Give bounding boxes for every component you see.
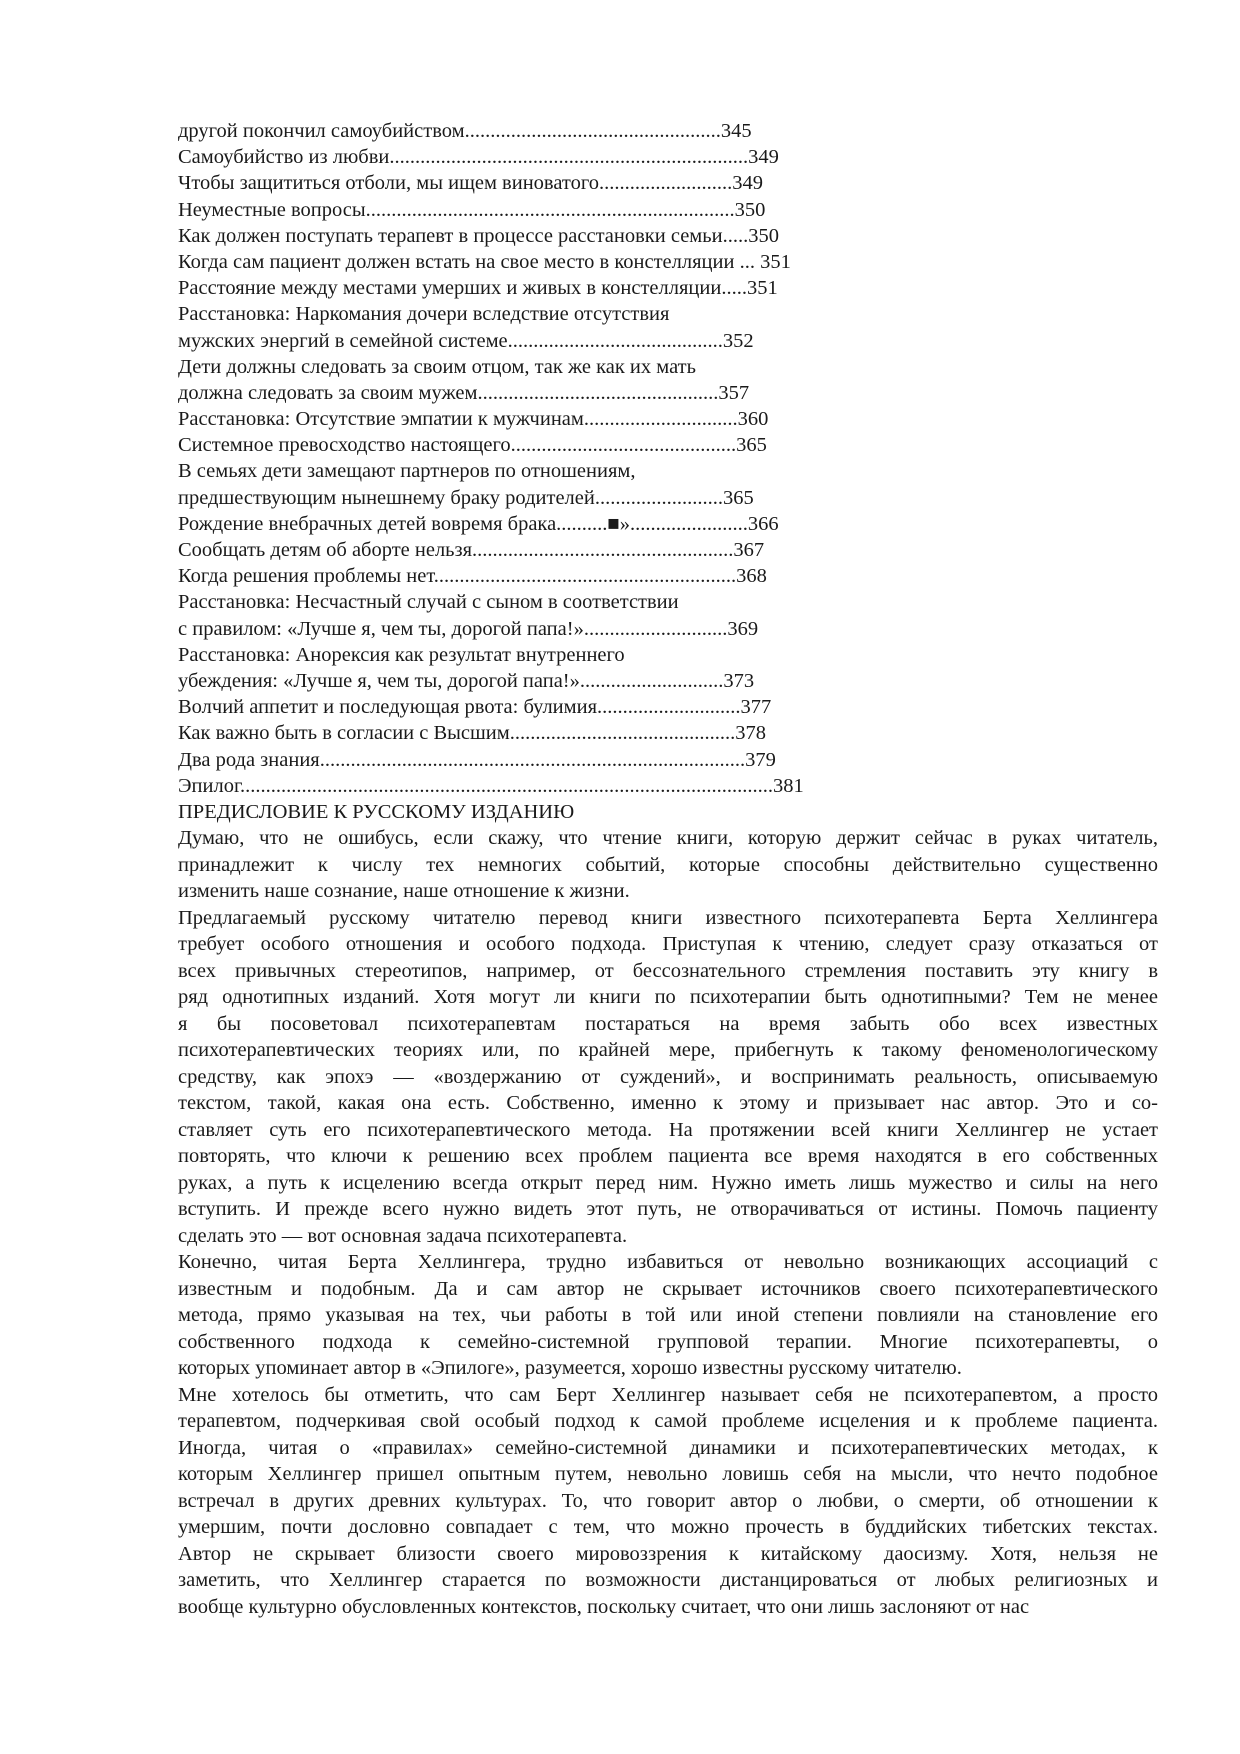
paragraph [178, 825, 1158, 905]
paragraph-line: Мне хотелось бы отметить, что сам Берт Хеллингер называет себя не психотерапевтом, а просто [178, 1383, 1158, 1406]
toc-entry: Дети должны следовать за своим отцом, так же как их мать [178, 355, 696, 378]
paragraph-line: Предлагаемый русскому читателю перевод книги известного психотерапевта Берта Хеллингера [178, 906, 1158, 929]
paragraph [178, 905, 1158, 1250]
paragraph-line: руках, а путь к исцелению всегда открыт перед ним. Нужно иметь лишь мужество и силы на него [178, 1171, 1158, 1194]
paragraph-line: известным и подобным. Да и сам автор не скрывает источников своего психотерапевтического [178, 1277, 1158, 1300]
toc-entry: Рождение внебрачных детей вовремя брака..........■».......................366 [178, 512, 779, 535]
toc-entry: Неуместные вопросы........................................................................350 [178, 198, 766, 221]
paragraph-line: встречал в других древних культурах. То, что говорит автор о любви, о смерти, об отношении к [178, 1489, 1158, 1512]
document-page [178, 118, 1158, 1620]
paragraph-line: изменить наше сознание, наше отношение к жизни. [178, 880, 630, 903]
table-of-contents [178, 118, 1158, 799]
toc-entry: Расстановка: Наркомания дочери вследствие отсутствия [178, 303, 670, 326]
paragraph-line: заметить, что Хеллингер старается по возможности дистанцироваться от любых религиозных и [178, 1569, 1158, 1592]
paragraph [178, 1249, 1158, 1382]
paragraph-line: вообще культурно обусловленных контекстов, поскольку считает, что они лишь заслоняют от нас [178, 1595, 1030, 1618]
toc-entry: Когда решения проблемы нет...........................................................368 [178, 565, 767, 588]
paragraph-line: Автор не скрывает близости своего мировоззрения к китайскому даосизму. Хотя, нельзя не [178, 1542, 1158, 1565]
section-heading: ПРЕДИСЛОВИЕ К РУССКОМУ ИЗДАНИЮ [178, 800, 575, 823]
paragraph-line: принадлежит к числу тех немногих событий, которые способны действительно существенно [178, 853, 1158, 876]
toc-entry: Расстановка: Анорексия как результат внутреннего [178, 643, 625, 666]
paragraph-line: терапевтом, подчеркивая свой особый подход к самой проблеме исцеления и к проблеме пациента. [178, 1410, 1158, 1433]
paragraph-line: которых упоминает автор в «Эпилоге», разумеется, хорошо известны русскому читателю. [178, 1357, 962, 1380]
toc-entry: Два рода знания...................................................................................379 [178, 748, 776, 771]
paragraph-line: Думаю, что не ошибусь, если скажу, что чтение книги, которую держит сейчас в руках читатель, [178, 827, 1158, 850]
paragraph-line: Иногда, читая о «правилах» семейно-системной динамики и психотерапевтических методах, к [178, 1436, 1158, 1459]
toc-entry: должна следовать за своим мужем...............................................357 [178, 381, 750, 404]
toc-entry: убеждения: «Лучше я, чем ты, дорогой папа!»............................373 [178, 669, 755, 692]
paragraph-line: всех привычных стереотипов, например, от бессознательного стремления поставить эту книгу в [178, 959, 1158, 982]
toc-entry: Когда сам пациент должен встать на свое место в констелляции ... 351 [178, 250, 791, 273]
paragraph-line: собственного подхода к семейно-системной групповой терапии. Многие психотерапевты, о [178, 1330, 1158, 1353]
paragraph [178, 1382, 1158, 1621]
paragraph-line: требует особого отношения и особого подхода. Приступая к чтению, следует сразу отказаться от [178, 933, 1158, 956]
toc-entry: мужских энергий в семейной системе..........................................352 [178, 329, 754, 352]
toc-entry: Эпилог........................................................................................................381 [178, 774, 804, 797]
toc-entry: Расстановка: Отсутствие эмпатии к мужчинам..............................360 [178, 408, 769, 431]
toc-entry: Сообщать детям об аборте нельзя...................................................367 [178, 539, 765, 561]
toc-entry: В семьях дети замещают партнеров по отношениям, [178, 460, 636, 483]
toc-entry: Системное превосходство настоящего............................................365 [178, 434, 767, 457]
paragraph-line: ряд однотипных изданий. Хотя могут ли книги по психотерапии быть однотипными? Тем не менее [178, 986, 1158, 1009]
paragraph-line: умершим, почти дословно совпадает с тем, что можно прочесть в буддийских тибетских текстах. [178, 1516, 1158, 1539]
toc-entry: другой покончил самоубийством..................................................345 [178, 120, 752, 142]
paragraph-line: сделать это — вот основная задача психотерапевта. [178, 1224, 628, 1247]
toc-entry: Чтобы защититься отболи, мы ищем виноватого..........................349 [178, 172, 763, 195]
paragraph-line: повторять, что ключи к решению всех проблем пациента все время находятся в его собственных [178, 1145, 1158, 1168]
paragraph-line: вступить. И прежде всего нужно видеть этот путь, не отворачиваться от истины. Помочь пациенту [178, 1198, 1158, 1221]
toc-entry: Как должен поступать терапевт в процессе расстановки семьи.....350 [178, 224, 779, 247]
toc-entry: Расстояние между местами умерших и живых в констелляции.....351 [178, 277, 778, 300]
toc-entry: с правилом: «Лучше я, чем ты, дорогой папа!»............................369 [178, 617, 759, 640]
toc-entry: Расстановка: Несчастный случай с сыном в соответствии [178, 591, 679, 614]
paragraph-line: средству, как эпохэ — «воздержанию от суждений», и воспринимать реальность, описываемую [178, 1065, 1158, 1088]
paragraph-line: психотерапевтических теориях или, по крайней мере, прибегнуть к такому феноменологическому [178, 1039, 1158, 1062]
toc-entry: предшествующим нынешнему браку родителей.........................365 [178, 486, 754, 509]
body-text [178, 825, 1158, 1620]
paragraph-line: метода, прямо указывая на тех, чьи работы в той или иной степени повлияли на становление его [178, 1304, 1158, 1327]
toc-entry: Волчий аппетит и последующая рвота: булимия............................377 [178, 696, 772, 719]
paragraph-line: которым Хеллингер пришел опытным путем, невольно ловишь себя на мысли, что нечто подобное [178, 1463, 1158, 1486]
paragraph-line: ставляет суть его психотерапевтического метода. На протяжении всей книги Хеллингер не устает [178, 1118, 1158, 1141]
toc-entry: Как важно быть в согласии с Высшим............................................378 [178, 722, 767, 745]
paragraph-line: я бы посоветовал психотерапевтам постараться на время забыть обо всех известных [178, 1012, 1158, 1035]
paragraph-line: Конечно, читая Берта Хеллингера, трудно избавиться от невольно возникающих ассоциаций с [178, 1251, 1158, 1274]
paragraph-line: текстом, такой, какая она есть. Собственно, именно к этому и призывает нас автор. Это и со- [178, 1092, 1158, 1115]
toc-entry: Самоубийство из любви......................................................................349 [178, 146, 779, 169]
